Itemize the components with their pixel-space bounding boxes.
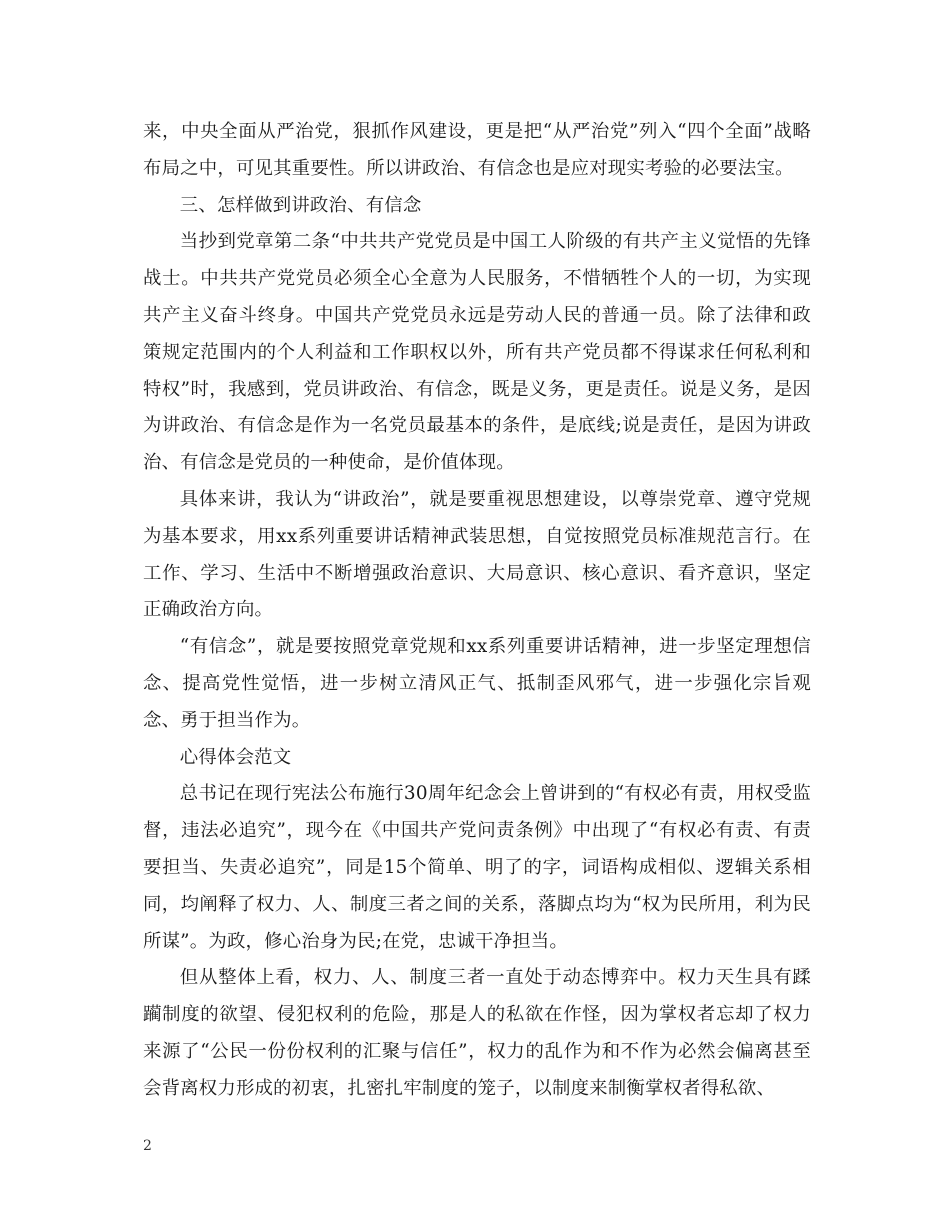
paragraph-6: 但从整体上看，权力、人、制度三者一直处于动态博弈中。权力天生具有蹂躏制度的欲望、侵犯权利的危险，那是人的私欲在作怪，因为掌权者忘却了权力来源了“公民一份份权利的汇聚与信任”，权力的乱作为和不作为必然会偏离甚至会背离权力形成的初衷，扎密扎牢制度的笼子，以制度来制衡掌权者得私欲、 bbox=[143, 967, 811, 1099]
page-number: 2 bbox=[143, 1138, 152, 1154]
paragraph-5: 总书记在现行宪法公布施行30周年纪念会上曾讲到的“有权必有责，用权受监督，违法必追究”，现今在《中国共产党问责条例》中出现了“有权必有责、有责要担当、失责必追究”，同是15个简单、明了的字，词语构成相似、逻辑关系相同，均阐释了权力、人、制度三者之间的关系，落脚点均为“权为民所用，利为民所谋”。为政，修心治身为民;在党，忠诚干净担当。 bbox=[143, 783, 811, 952]
section-heading-sample: 心得体会范文 bbox=[179, 746, 292, 768]
paragraph-1: 来，中央全面从严治党，狠抓作风建设，更是把“从严治党”列入“四个全面”战略布局之中，可见其重要性。所以讲政治、有信念也是应对现实考验的必要法宝。 bbox=[143, 121, 811, 179]
paragraph-3: 具体来讲，我认为“讲政治”，就是要重视思想建设，以尊崇党章、遵守党规为基本要求，用xx系列重要讲话精神武装思想，自觉按照党员标准规范言行。在工作、学习、生活中不断增强政治意识、大局意识、核心意识、看齐意识，坚定正确政治方向。 bbox=[143, 488, 811, 621]
paragraph-2: 当抄到党章第二条“中共共产党党员是中国工人阶级的有共产主义觉悟的先锋战士。中共共产党党员必须全心全意为人民服务，不惜牺牲个人的一切，为实现共产主义奋斗终身。中国共产党党员永远是劳动人民的普通一员。除了法律和政策规定范围内的个人利益和工作职权以外，所有共产党员都不得谋求任何私利和特权”时，我感到，党员讲政治、有信念，既是义务，更是责任。说是义务，是因为讲政治、有信念是作为一名党员最基本的条件，是底线;说是责任，是因为讲政治、有信念是党员的一种使命，是价值体现。 bbox=[143, 231, 811, 474]
paragraph-4: “有信念”，就是要按照党章党规和xx系列重要讲话精神，进一步坚定理想信念、提高党性觉悟，进一步树立清风正气、抵制歪风邪气，进一步强化宗旨观念、勇于担当作为。 bbox=[143, 636, 811, 731]
document-body bbox=[143, 114, 811, 1108]
section-heading-3: 三、怎样做到讲政治、有信念 bbox=[179, 194, 422, 216]
